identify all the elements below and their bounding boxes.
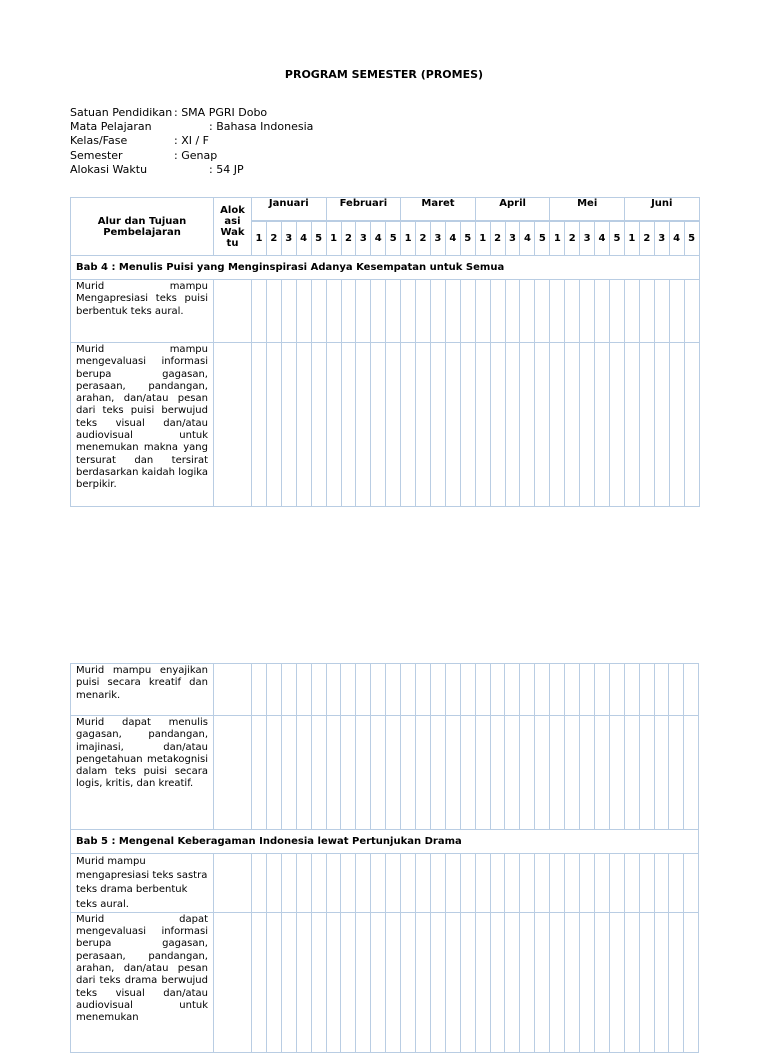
week-cell [430, 854, 445, 913]
week-number: 4 [669, 221, 684, 256]
week-cell [296, 716, 311, 830]
week-number: 2 [639, 221, 654, 256]
week-cell [520, 664, 535, 716]
week-cell [386, 854, 401, 913]
week-number: 4 [445, 221, 460, 256]
week-cell [252, 912, 267, 1052]
week-cell [505, 664, 520, 716]
week-number: 1 [475, 221, 490, 256]
week-cell [386, 912, 401, 1052]
week-cell [356, 716, 371, 830]
week-cell [535, 854, 550, 913]
week-cell [669, 343, 684, 507]
week-number: 5 [609, 221, 624, 256]
week-cell [445, 664, 460, 716]
week-cell [296, 343, 311, 507]
week-cell [475, 912, 490, 1052]
week-cell [624, 716, 639, 830]
week-cell [535, 343, 550, 507]
week-cell [654, 912, 669, 1052]
week-cell [401, 664, 416, 716]
month-februari: Februari [326, 198, 401, 222]
week-cell [624, 912, 639, 1052]
week-cell [281, 664, 296, 716]
week-number: 1 [401, 221, 416, 256]
week-cell [341, 343, 356, 507]
week-cell [281, 912, 296, 1052]
week-cell [580, 280, 595, 343]
week-cell [252, 716, 267, 830]
week-cell [505, 854, 520, 913]
week-cell [669, 912, 684, 1052]
bab-4-heading: Bab 4 : Menulis Puisi yang Menginspirasi Adanya Kesempatan untuk Semua [71, 256, 700, 280]
week-number: 1 [550, 221, 565, 256]
week-cell [490, 716, 505, 830]
week-cell [281, 280, 296, 343]
week-number: 4 [595, 221, 610, 256]
week-cell [609, 912, 624, 1052]
week-cell [445, 280, 460, 343]
week-cell [341, 664, 356, 716]
week-number: 3 [654, 221, 669, 256]
week-cell [490, 343, 505, 507]
week-cell [460, 664, 475, 716]
tujuan-cell: Murid mampu Mengapresiasi teks puisi berbentuk teks aural. [71, 280, 214, 343]
tujuan-cell: Murid dapat menulis gagasan, pandangan, imajinasi, dan/atau pengetahuan metakognisi dalam teks puisi secara logis, kritis, dan kreatif. [71, 716, 214, 830]
table-row [71, 912, 699, 1052]
week-cell [580, 664, 595, 716]
table-row [71, 854, 699, 913]
week-cell [505, 716, 520, 830]
alokasi-cell [214, 343, 252, 507]
week-cell [266, 854, 281, 913]
week-cell [252, 343, 267, 507]
week-cell [624, 280, 639, 343]
week-cell [684, 280, 699, 343]
bab-row [71, 830, 699, 854]
week-cell [595, 280, 610, 343]
week-cell [401, 343, 416, 507]
alokasi-cell [214, 664, 252, 716]
week-cell [654, 854, 669, 913]
week-cell [341, 854, 356, 913]
week-cell [296, 280, 311, 343]
week-cell [341, 280, 356, 343]
week-cell [266, 912, 281, 1052]
week-cell [416, 664, 431, 716]
week-cell [565, 664, 580, 716]
week-cell [550, 343, 565, 507]
week-cell [609, 664, 624, 716]
week-cell [311, 854, 326, 913]
week-cell [654, 280, 669, 343]
alokasi-cell [214, 912, 252, 1052]
week-cell [639, 280, 654, 343]
week-cell [505, 912, 520, 1052]
meta-value: : 54 JP [209, 162, 244, 176]
week-cell [416, 343, 431, 507]
week-cell [639, 343, 654, 507]
table-row [71, 343, 700, 507]
week-number: 4 [520, 221, 535, 256]
week-cell [356, 664, 371, 716]
week-cell [565, 343, 580, 507]
week-number: 3 [505, 221, 520, 256]
month-januari: Januari [252, 198, 327, 222]
week-cell [445, 343, 460, 507]
week-cell [550, 280, 565, 343]
week-cell [684, 343, 699, 507]
month-april: April [475, 198, 550, 222]
week-cell [311, 343, 326, 507]
meta-value: : XI / F [174, 134, 210, 148]
week-cell [475, 280, 490, 343]
meta-label: Mata Pelajaran [70, 120, 152, 134]
week-cell [401, 716, 416, 830]
week-number: 1 [326, 221, 341, 256]
month-juni: Juni [624, 198, 699, 222]
week-cell [386, 664, 401, 716]
month-maret: Maret [401, 198, 476, 222]
week-cell [416, 854, 431, 913]
meta-value: : SMA PGRI Dobo [174, 106, 268, 119]
week-cell [326, 664, 341, 716]
meta-label: Kelas/Fase [70, 134, 128, 148]
week-cell [460, 912, 475, 1052]
week-cell [341, 912, 356, 1052]
week-cell [684, 912, 699, 1052]
week-cell [505, 343, 520, 507]
tujuan-cell: Murid mampu mengevaluasi informasi berupa gagasan, perasaan, pandangan, arahan, dan/atau pesan dari teks puisi berwujud teks visual dan/atau audiovisual untuk menemukan makna yang tersurat dan tersirat berdasarkan kaidah logika berpikir. [71, 343, 214, 507]
week-cell [430, 664, 445, 716]
week-cell [580, 716, 595, 830]
week-cell [639, 912, 654, 1052]
week-cell [594, 854, 609, 913]
week-number: 4 [296, 221, 311, 256]
week-cell [609, 343, 624, 507]
week-cell [252, 280, 267, 343]
week-cell [684, 854, 699, 913]
week-cell [266, 280, 281, 343]
week-cell [639, 716, 654, 830]
week-cell [266, 716, 281, 830]
table-row [71, 280, 700, 343]
week-number: 2 [341, 221, 356, 256]
week-cell [490, 280, 505, 343]
week-cell [505, 280, 520, 343]
week-cell [326, 280, 341, 343]
week-cell [341, 716, 356, 830]
week-cell [669, 854, 684, 913]
week-cell [311, 716, 326, 830]
week-cell [252, 664, 267, 716]
week-number: 5 [535, 221, 550, 256]
week-cell [565, 912, 580, 1052]
week-cell [430, 343, 445, 507]
week-cell [535, 912, 550, 1052]
week-cell [490, 912, 505, 1052]
tujuan-cell: Murid dapat mengevaluasi informasi berupa gagasan, perasaan, pandangan, arahan, dan/atau pesan dari teks drama berwujud teks visual dan/atau audiovisual untuk menemukan [71, 912, 214, 1052]
header-alur: Alur dan Tujuan Pembelajaran [71, 198, 214, 256]
week-cell [550, 912, 565, 1052]
week-cell [580, 343, 595, 507]
alokasi-cell [214, 280, 252, 343]
week-cell [475, 716, 490, 830]
week-cell [386, 343, 401, 507]
week-cell [475, 664, 490, 716]
meta-label: Alokasi Waktu [70, 162, 148, 176]
week-cell [252, 854, 267, 913]
week-number: 3 [356, 221, 371, 256]
week-cell [594, 664, 609, 716]
week-cell [371, 854, 386, 913]
alokasi-cell [214, 716, 252, 830]
week-cell [281, 716, 296, 830]
week-cell [580, 854, 595, 913]
week-number: 2 [565, 221, 580, 256]
week-number: 5 [386, 221, 401, 256]
week-number: 3 [430, 221, 445, 256]
week-cell [550, 664, 565, 716]
week-cell [386, 716, 401, 830]
week-cell [296, 664, 311, 716]
table-header-row [71, 198, 700, 222]
table-row [71, 716, 699, 830]
week-cell [624, 664, 639, 716]
week-cell [594, 716, 609, 830]
week-cell [609, 716, 624, 830]
week-cell [520, 854, 535, 913]
week-cell [594, 912, 609, 1052]
week-cell [639, 854, 654, 913]
week-cell [460, 854, 475, 913]
week-cell [654, 343, 669, 507]
promes-table [70, 197, 700, 507]
week-cell [535, 716, 550, 830]
bab-row [71, 256, 700, 280]
week-cell [371, 912, 386, 1052]
week-cell [595, 343, 610, 507]
week-cell [460, 343, 475, 507]
week-cell [311, 280, 326, 343]
week-cell [550, 854, 565, 913]
week-cell [326, 343, 341, 507]
week-cell [654, 716, 669, 830]
week-cell [475, 854, 490, 913]
table-row [71, 664, 699, 716]
week-cell [684, 664, 699, 716]
week-cell [609, 280, 624, 343]
week-cell [371, 280, 386, 343]
week-cell [445, 716, 460, 830]
week-cell [401, 854, 416, 913]
week-number: 1 [624, 221, 639, 256]
week-cell [371, 664, 386, 716]
week-cell [669, 716, 684, 830]
week-cell [266, 664, 281, 716]
week-cell [580, 912, 595, 1052]
week-number: 2 [490, 221, 505, 256]
week-cell [490, 854, 505, 913]
week-cell [430, 912, 445, 1052]
week-cell [371, 343, 386, 507]
meta-value: : Bahasa Indonesia [209, 120, 314, 134]
month-mei: Mei [550, 198, 625, 222]
week-cell [565, 716, 580, 830]
week-cell [281, 343, 296, 507]
week-number: 2 [266, 221, 281, 256]
week-cell [624, 854, 639, 913]
week-cell [609, 854, 624, 913]
week-number: 1 [252, 221, 267, 256]
week-cell [669, 280, 684, 343]
week-cell [565, 854, 580, 913]
week-number: 5 [460, 221, 475, 256]
week-number: 3 [580, 221, 595, 256]
week-cell [624, 343, 639, 507]
week-cell [416, 280, 431, 343]
week-cell [281, 854, 296, 913]
week-cell [654, 664, 669, 716]
week-cell [296, 912, 311, 1052]
header-alokasi: Alok asi Wak tu [214, 198, 252, 256]
week-cell [520, 280, 535, 343]
alokasi-cell [214, 854, 252, 913]
week-cell [669, 664, 684, 716]
week-cell [311, 664, 326, 716]
tujuan-cell: Murid mampu enyajikan puisi secara kreatif dan menarik. [71, 664, 214, 716]
week-cell [356, 343, 371, 507]
week-cell [430, 716, 445, 830]
week-cell [401, 280, 416, 343]
week-cell [356, 854, 371, 913]
week-cell [684, 716, 699, 830]
week-number: 2 [416, 221, 431, 256]
bab-5-heading: Bab 5 : Mengenal Keberagaman Indonesia lewat Pertunjukan Drama [71, 830, 699, 854]
week-cell [445, 912, 460, 1052]
meta-label: Satuan Pendidikan [70, 106, 173, 119]
promes-table-continued [70, 663, 699, 1053]
week-number: 5 [311, 221, 326, 256]
tujuan-cell: Murid mampu mengapresiasi teks sastra teks drama berbentuk teks aural. [71, 854, 214, 913]
week-cell [416, 912, 431, 1052]
week-cell [311, 912, 326, 1052]
week-cell [535, 664, 550, 716]
week-cell [266, 343, 281, 507]
meta-label: Semester [70, 148, 123, 162]
week-cell [445, 854, 460, 913]
week-number: 3 [281, 221, 296, 256]
week-cell [639, 664, 654, 716]
week-cell [565, 280, 580, 343]
week-number: 4 [371, 221, 386, 256]
week-cell [460, 280, 475, 343]
week-cell [430, 280, 445, 343]
week-cell [475, 343, 490, 507]
week-cell [386, 280, 401, 343]
week-cell [356, 280, 371, 343]
meta-value: : Genap [174, 148, 218, 162]
week-cell [520, 343, 535, 507]
week-cell [401, 912, 416, 1052]
week-cell [490, 664, 505, 716]
week-cell [416, 716, 431, 830]
week-number: 5 [684, 221, 699, 256]
week-cell [326, 854, 341, 913]
week-cell [520, 912, 535, 1052]
week-cell [535, 280, 550, 343]
week-cell [371, 716, 386, 830]
week-cell [520, 716, 535, 830]
week-cell [326, 912, 341, 1052]
week-cell [326, 716, 341, 830]
page-title: PROGRAM SEMESTER (PROMES) [284, 68, 484, 81]
week-cell [356, 912, 371, 1052]
week-cell [460, 716, 475, 830]
week-cell [296, 854, 311, 913]
week-cell [550, 716, 565, 830]
